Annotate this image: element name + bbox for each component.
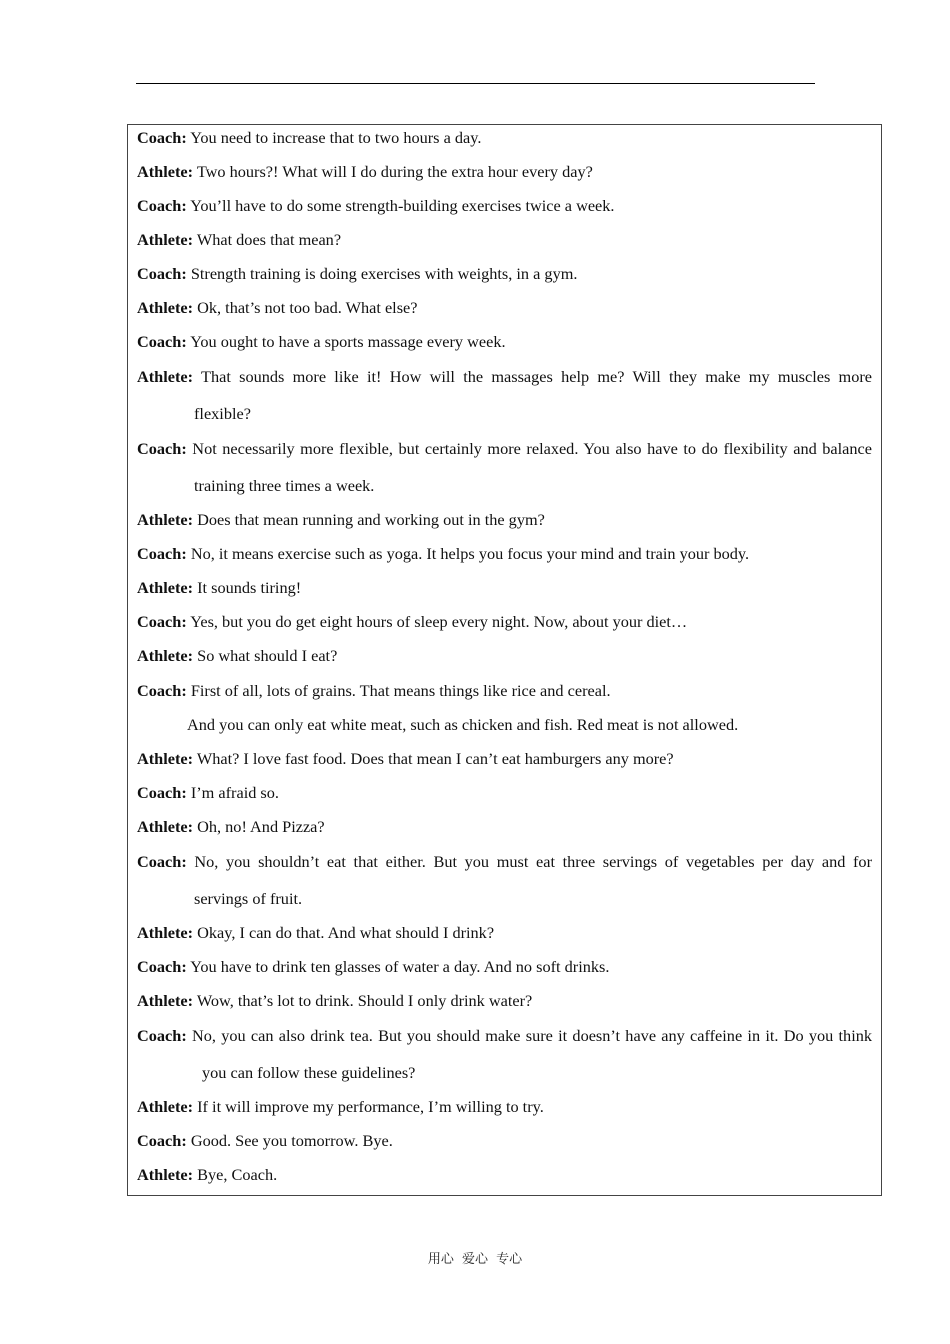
speaker-label: Coach: xyxy=(137,128,187,147)
line-continuation: servings of fruit. xyxy=(194,889,303,908)
speaker-label: Coach: xyxy=(137,264,187,283)
speaker-label: Coach: xyxy=(137,544,187,563)
dialogue-line xyxy=(137,681,872,701)
dialogue-line xyxy=(137,544,872,564)
page-footer: 用心 爱心 专心 xyxy=(427,1252,523,1267)
dialogue-line xyxy=(137,1097,872,1117)
line-text: Ok, that’s not too bad. What else? xyxy=(193,298,418,317)
dialogue-line xyxy=(137,817,872,837)
speaker-label: Athlete: xyxy=(137,230,194,249)
line-text: You have to drink ten glasses of water a day. And no soft drinks. xyxy=(186,957,610,976)
line-text: Not necessarily more flexible, but certainly more relaxed. You also have to do flexibility and balance xyxy=(186,439,872,458)
speaker-label: Coach: xyxy=(137,681,187,700)
speaker-label: Athlete: xyxy=(137,991,194,1010)
line-text: You ought to have a sports massage every week. xyxy=(186,332,506,351)
speaker-label: Athlete: xyxy=(137,646,194,665)
line-text: So what should I eat? xyxy=(193,646,338,665)
line-text: What? I love fast food. Does that mean I can’t eat hamburgers any more? xyxy=(193,749,674,768)
dialogue-line xyxy=(137,298,872,318)
line-continuation: training three times a week. xyxy=(194,476,375,495)
dialogue-line xyxy=(137,612,872,632)
line-text: That sounds more like it! How will the massages help me? Will they make my muscles more xyxy=(193,367,872,386)
speaker-label: Coach: xyxy=(137,196,187,215)
dialogue-line xyxy=(137,957,872,977)
dialogue-line xyxy=(137,1026,872,1046)
dialogue-line xyxy=(187,715,872,735)
dialogue-line xyxy=(137,991,872,1011)
speaker-label: Athlete: xyxy=(137,162,194,181)
line-text: Strength training is doing exercises with weights, in a gym. xyxy=(186,264,578,283)
dialogue-line xyxy=(137,510,872,530)
speaker-label: Coach: xyxy=(137,1131,187,1150)
speaker-label: Athlete: xyxy=(137,1097,194,1116)
dialogue-line xyxy=(137,1165,872,1185)
dialogue-line xyxy=(137,332,872,352)
line-text: Oh, no! And Pizza? xyxy=(193,817,325,836)
dialogue-line xyxy=(137,923,872,943)
line-continuation: flexible? xyxy=(194,404,251,423)
speaker-label: Athlete: xyxy=(137,1165,194,1184)
dialogue-box xyxy=(127,124,882,1196)
line-text: Wow, that’s lot to drink. Should I only drink water? xyxy=(193,991,533,1010)
line-text: Two hours?! What will I do during the extra hour every day? xyxy=(193,162,593,181)
dialogue-line xyxy=(137,196,872,216)
dialogue-line xyxy=(137,128,872,148)
dialogue-line xyxy=(137,230,872,250)
speaker-label: Coach: xyxy=(137,332,187,351)
dialogue-line xyxy=(137,852,872,872)
line-continuation: you can follow these guidelines? xyxy=(202,1063,416,1082)
header-rule xyxy=(136,83,815,84)
speaker-label: Athlete: xyxy=(137,510,194,529)
line-text: Bye, Coach. xyxy=(193,1165,278,1184)
dialogue-line xyxy=(137,749,872,769)
line-text: What does that mean? xyxy=(193,230,342,249)
line-text: First of all, lots of grains. That means things like rice and cereal. xyxy=(186,681,611,700)
speaker-label: Athlete: xyxy=(137,749,194,768)
line-text: Good. See you tomorrow. Bye. xyxy=(186,1131,393,1150)
speaker-label: Coach: xyxy=(137,852,187,871)
speaker-label: Coach: xyxy=(137,957,187,976)
dialogue-line xyxy=(137,367,872,387)
line-text: Does that mean running and working out in the gym? xyxy=(193,510,545,529)
line-text: I’m afraid so. xyxy=(186,783,279,802)
line-text: You’ll have to do some strength-building exercises twice a week. xyxy=(186,196,615,215)
dialogue-line xyxy=(137,578,872,598)
line-text: No, it means exercise such as yoga. It helps you focus your mind and train your body. xyxy=(186,544,750,563)
dialogue-line xyxy=(137,439,872,459)
speaker-label: Athlete: xyxy=(137,923,194,942)
speaker-label: Coach: xyxy=(137,439,187,458)
dialogue-line xyxy=(137,1131,872,1151)
line-text: If it will improve my performance, I’m willing to try. xyxy=(193,1097,544,1116)
line-text: It sounds tiring! xyxy=(193,578,302,597)
speaker-label: Coach: xyxy=(137,612,187,631)
speaker-label: Coach: xyxy=(137,783,187,802)
dialogue-line xyxy=(137,646,872,666)
dialogue-line xyxy=(137,783,872,803)
line-text: No, you can also drink tea. But you should make sure it doesn’t have any caffeine in it. Do you think xyxy=(186,1026,872,1045)
line-text: No, you shouldn’t eat that either. But you must eat three servings of vegetables per day and for xyxy=(186,852,872,871)
speaker-label: Coach: xyxy=(137,1026,187,1045)
line-text: Yes, but you do get eight hours of sleep every night. Now, about your diet… xyxy=(186,612,688,631)
dialogue-line xyxy=(137,162,872,182)
line-text: And you can only eat white meat, such as chicken and fish. Red meat is not allowed. xyxy=(187,715,739,734)
speaker-label: Athlete: xyxy=(137,298,194,317)
speaker-label: Athlete: xyxy=(137,367,194,386)
speaker-label: Athlete: xyxy=(137,578,194,597)
dialogue-line xyxy=(137,264,872,284)
line-text: You need to increase that to two hours a day. xyxy=(186,128,482,147)
line-text: Okay, I can do that. And what should I drink? xyxy=(193,923,495,942)
speaker-label: Athlete: xyxy=(137,817,194,836)
